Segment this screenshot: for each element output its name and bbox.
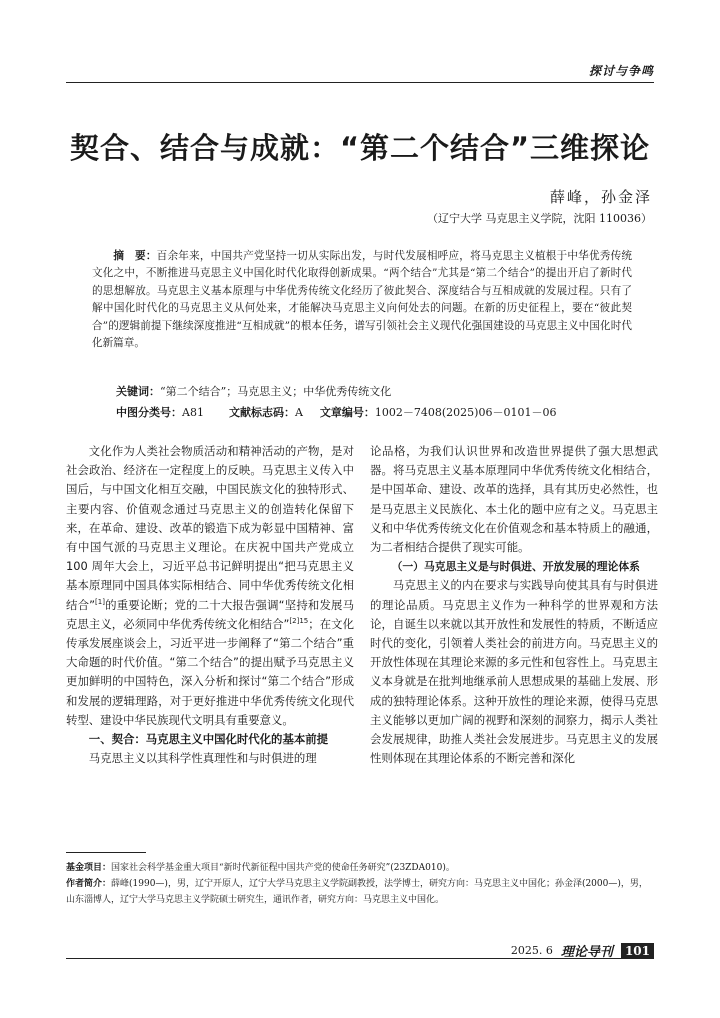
classification-line <box>116 404 556 420</box>
keywords-text: “第二个结合”；马克思主义；中华优秀传统文化 <box>160 385 392 398</box>
footer-rule <box>66 958 654 959</box>
header-rule <box>66 82 654 83</box>
body-paragraph: 论品格，为我们认识世界和改造世界提供了强大思想武器。将马克思主义基本原理同中华优秀传统文化相结合，是中国革命、建设、改革的选择，具有其历史必然性，也是马克思主义民族化、本土化的题中应有之义。马克思主义和中华优秀传统文化在价值观念和基本特质上的融通，为二者相结合提供了现实可能。 <box>370 444 658 555</box>
paragraph-text: 的重要论断；党的二十大报告强调“坚持和发展马克思主义，必须同中华优秀传统文化相结合” <box>66 597 354 631</box>
journal-name: 理论导刊 <box>560 945 613 960</box>
fund-label: 基金项目： <box>66 863 112 873</box>
page-number: 101 <box>621 943 654 959</box>
keywords-label: 关键词： <box>116 385 160 398</box>
article-no-label: 文章编号： <box>319 406 375 419</box>
author-label: 作者简介： <box>66 879 112 889</box>
author-note <box>66 876 656 908</box>
affiliation: （辽宁大学 马克思主义学院，沈阳 110036） <box>427 212 652 225</box>
right-column <box>370 442 658 768</box>
doc-code-value: A <box>294 406 303 419</box>
body-paragraph <box>66 442 354 730</box>
section-heading: 一、契合：马克思主义中国化时代化的基本前提 <box>88 732 329 747</box>
footnotes <box>66 860 656 908</box>
abstract <box>92 248 632 352</box>
clc-value: A81 <box>182 406 204 419</box>
issue-number: 2025. 6 <box>510 944 553 957</box>
fund-note <box>66 860 656 876</box>
footnote-rule <box>66 852 146 853</box>
paragraph-text: ；在文化传承发展座谈会上，习近平进一步阐释了“第二个结合”重大命题的时代价值。“第二个结合”的提出赋予马克思主义更加鲜明的中国特色，深入分析和探讨“第二个结合”形成和发展的逻辑理路，对于更好推进中华优秀传统文化现代转型、建设中华民族现代文明具有重要意义。 <box>66 616 354 727</box>
abstract-text: 百余年来，中国共产党坚持一切从实际出发，与时代发展相呼应，将马克思主义植根于中华优秀传统文化之中，不断推进马克思主义中国化时代化取得创新成果。“两个结合”尤其是“第二个结合”的提出开启了新时代的思想解放。马克思主义基本原理与中华优秀传统文化经历了彼此契合、深度结合与互相成就的发展过程。只有了解中国化时代化的马克思主义从何处来，才能解决马克思主义向何处去的问题。在新的历史征程上，要在“彼此契合”的逻辑前提下继续深度推进“互相成就”的根本任务，谱写引领社会主义现代化强国建设的马克思主义中国化时代化新篇章。 <box>92 250 632 350</box>
left-column <box>66 442 354 768</box>
clc-label: 中图分类号： <box>116 406 182 419</box>
keywords <box>116 383 391 399</box>
citation-ref: [2]15 <box>289 617 309 626</box>
subsection-heading: （一）马克思主义是与时俱进、开放发展的理论体系 <box>391 560 640 574</box>
article-no-value: 1002－7408(2025)06－0101－06 <box>374 406 557 419</box>
body-paragraph: 马克思主义以其科学性真理性和与时俱进的理 <box>88 751 317 766</box>
citation-ref: [1] <box>95 597 105 606</box>
section-tag: 探讨与争鸣 <box>588 64 654 78</box>
fund-text: 国家社会科学基金重大项目“新时代新征程中国共产党的使命任务研究”(23ZDA010)。 <box>111 863 455 873</box>
author-text: 薛峰(1990—)，男，辽宁开原人，辽宁大学马克思主义学院副教授，法学博士，研究方向：马克思主义中国化；孙金泽(2000—)，男，山东淄博人，辽宁大学马克思主义学院硕士研究生，通讯作者，研究方向：马克思主义中国化。 <box>66 879 648 905</box>
article-title: 契合、结合与成就：“第二个结合”三维探论 <box>69 131 651 165</box>
authors: 薛峰，孙金泽 <box>549 188 652 206</box>
paragraph-text: 文化作为人类社会物质活动和精神活动的产物，是对社会政治、经济在一定程度上的反映。马克思主义传入中国后，与中国文化相互交融，中国民族文化的独特形式、主要内容、价值观念通过马克思主义的创造转化保留下来，在革命、建设、改革的锻造下成为彰显中国精神、富有中国气派的马克思主义理论。在庆祝中国共产党成立 100 周年大会上，习近平总书记鲜明提出“把马克思主义基本原理同中国具体实际相结合、同中华优秀传统文化相结合” <box>66 444 354 612</box>
abstract-label: 摘 要： <box>113 250 157 262</box>
doc-code-label: 文献标志码： <box>228 406 295 419</box>
body-paragraph: 马克思主义的内在要求与实践导向使其具有与时俱进的理论品质。马克思主义作为一种科学的世界观和方法论，自诞生以来就以其开放性和发展性的特质，不断适应时代的变化，引领着人类社会的前进方向。马克思主义的开放性体现在其理论来源的多元性和包容性上。马克思主义本身就是在批判地继承前人思想成果的基础上发展、形成的独特理论体系。这种开放性的理论来源，使得马克思主义能够以更加广阔的视野和深刻的洞察力，揭示人类社会发展规律，助推人类社会发展进步。马克思主义的发展性则体现在其理论体系的不断完善和深化 <box>370 578 658 766</box>
